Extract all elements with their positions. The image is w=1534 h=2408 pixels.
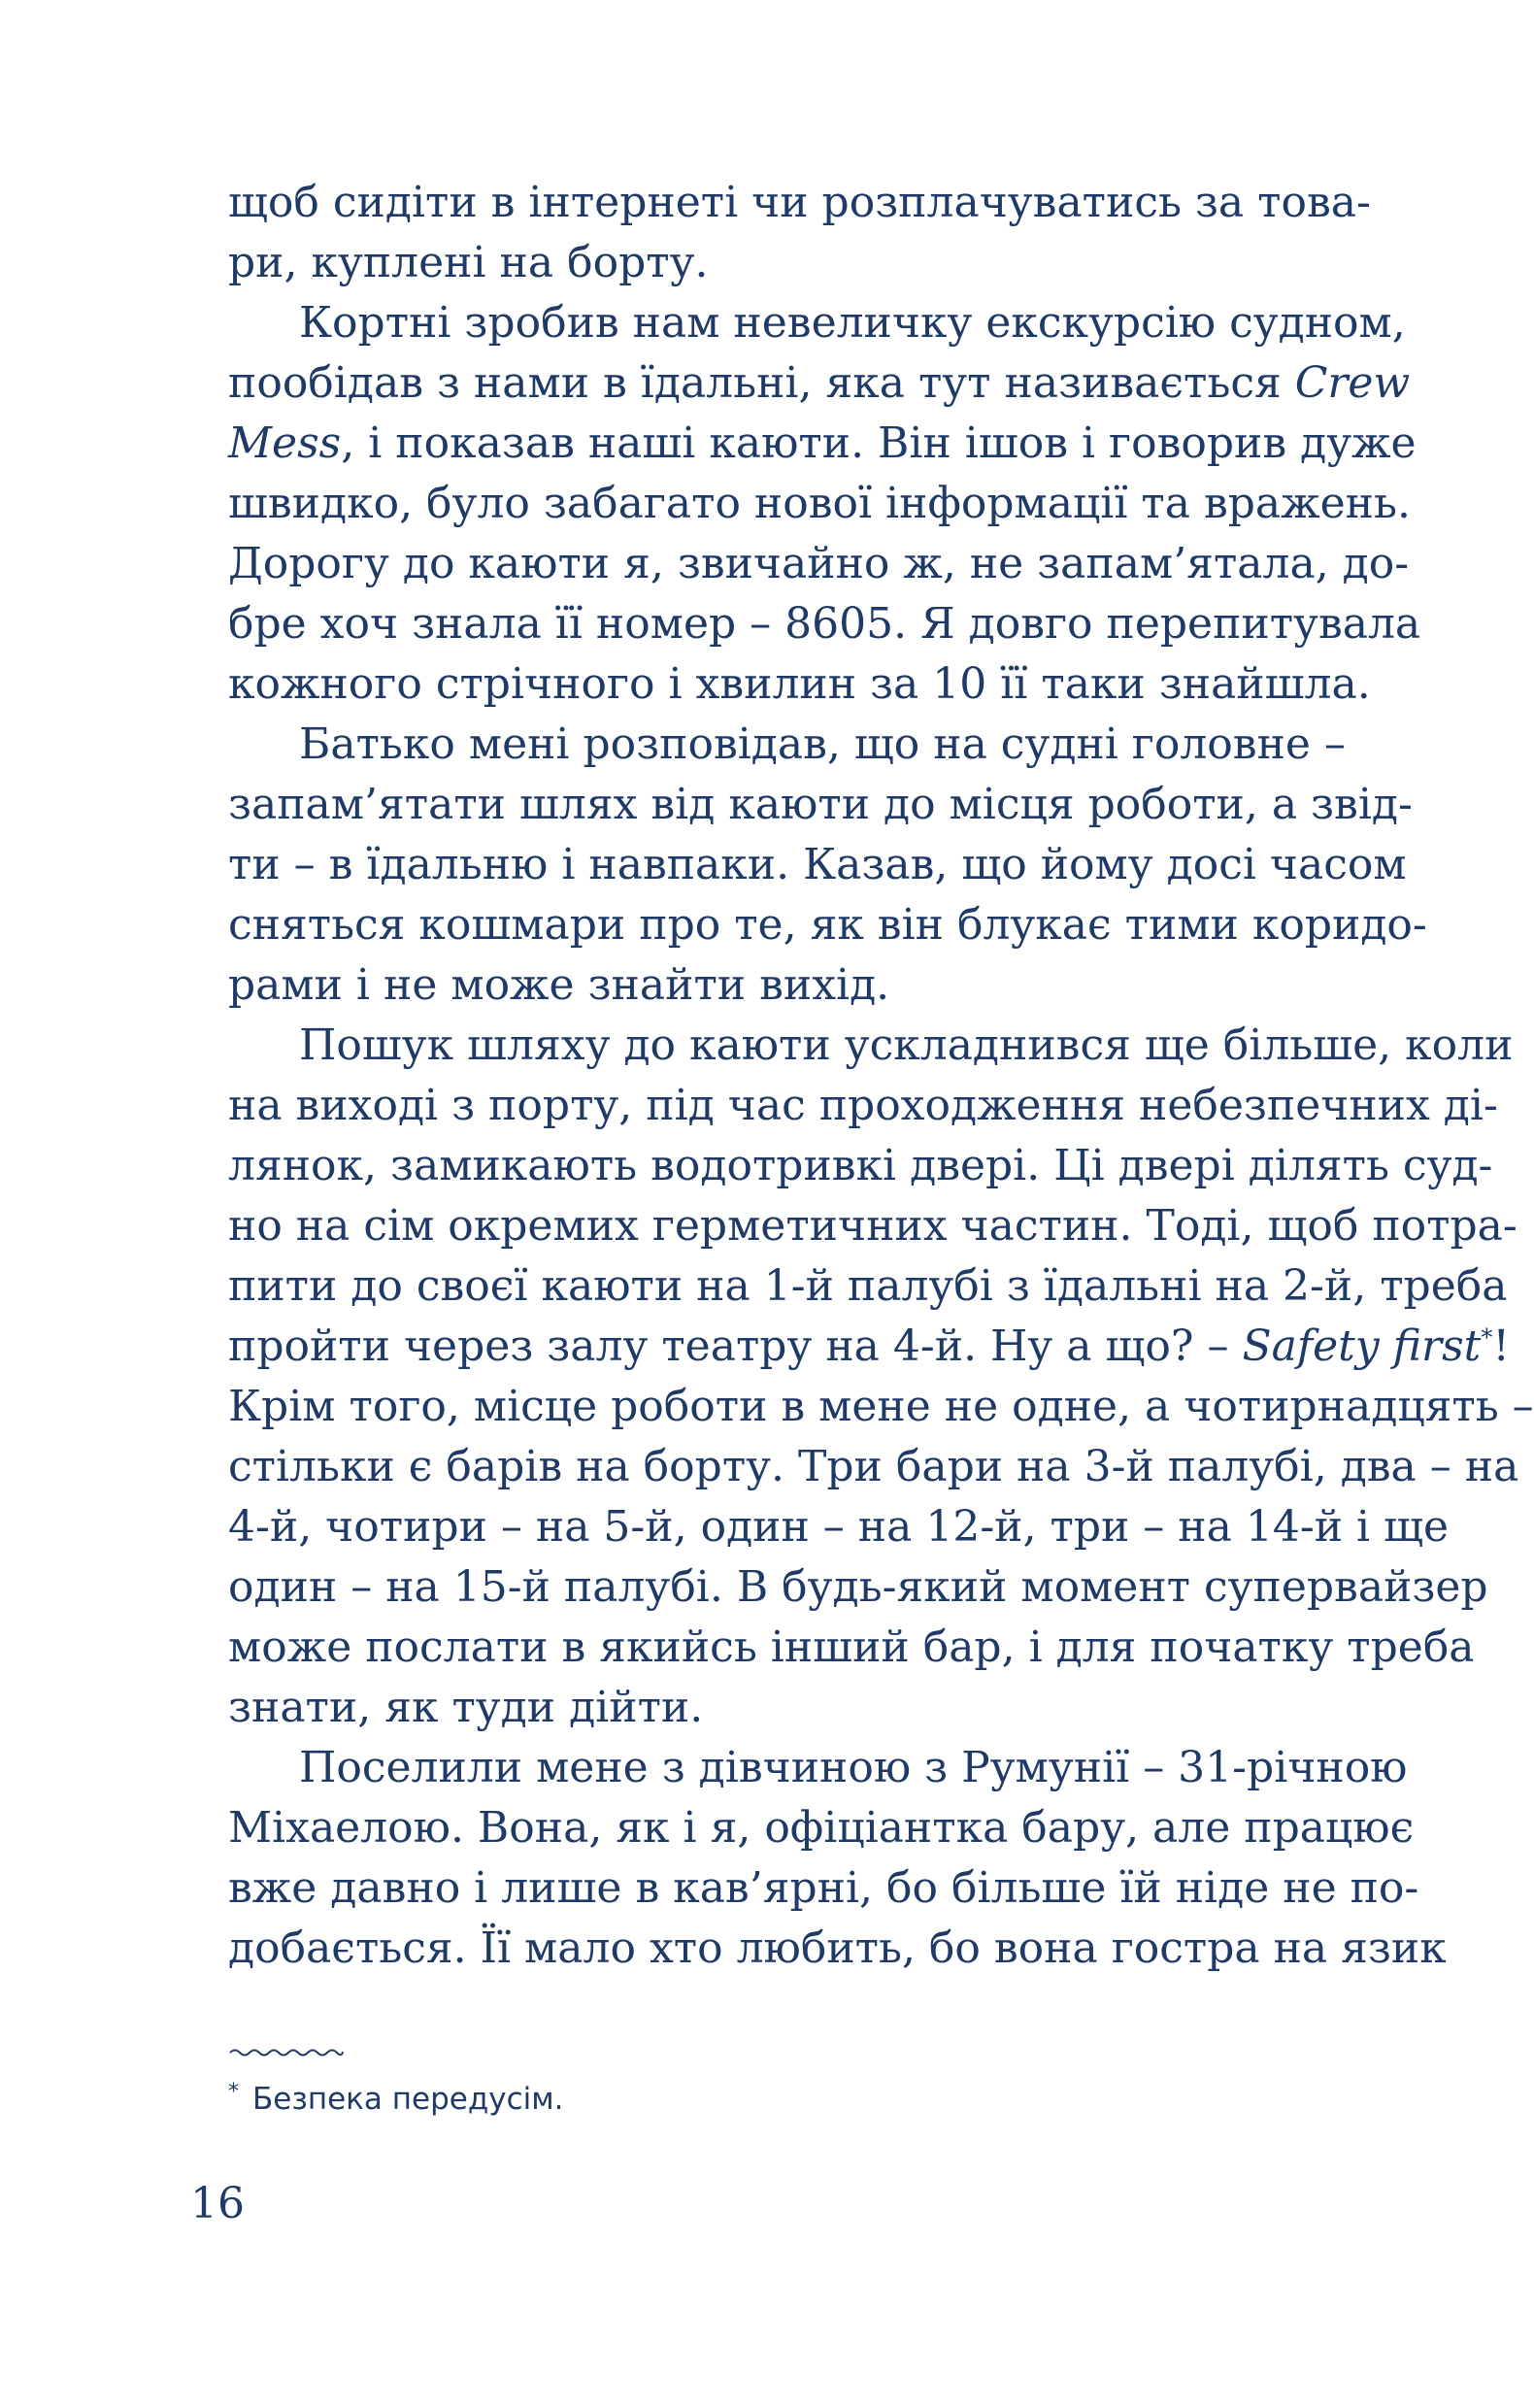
footnote-text: Безпека передусім. [252,2082,564,2117]
footnote-divider [228,2047,345,2058]
text-line: один – на 15-й палубі. В будь-який момент супервайзер [228,1562,1488,1612]
footnote-reference: * [1481,1323,1493,1352]
text-line: но на сім окремих герметичних частин. Тоді, щоб потра- [228,1201,1517,1251]
page-number: 16 [190,2179,245,2228]
text-segment: пройти через залу театру на 4-й. Ну а що? – [228,1321,1243,1371]
text-line: Крім того, місце роботи в мене не одне, а чотирнадцять – [228,1382,1534,1431]
text-line: Кортні зробив нам невеличку екскурсію судном, [299,298,1406,348]
text-line: Пошук шляху до каюти ускладнився ще більше, коли [299,1020,1514,1070]
text-line [228,414,1417,474]
text-line: ри, куплені на борту. [228,238,709,287]
italic-term: Mess [228,418,342,468]
text-line: щоб сидіти в інтернеті чи розплачуватись за това- [228,178,1371,227]
text-line [228,1317,1511,1377]
text-line: Міхаелою. Вона, як і я, офіціантка бару, але працює [228,1803,1415,1853]
text-line: рами і не може знайти вихід. [228,960,890,1010]
text-line: лянок, замикають водотривкі двері. Ці двері ділять суд- [228,1141,1493,1190]
text-line: сняться кошмари про те, як він блукає тими коридо- [228,900,1427,950]
text-line: на виході з порту, під час проходження небезпечних ді- [228,1081,1498,1130]
text-line: бре хоч знала її номер – 8605. Я довго перепитувала [228,599,1421,649]
footnote [228,2080,564,2119]
text-segment: ! [1492,1321,1511,1371]
text-line: стільки є барів на борту. Три бари на 3-й палубі, два – на [228,1442,1519,1491]
italic-term: Crew [1294,358,1411,408]
footnote-marker: * [228,2079,239,2104]
text-line: Дорогу до каюти я, звичайно ж, не запам’ятала, до- [228,539,1410,588]
text-segment: , і показав наші каюти. Він ішов і говорив дуже [341,418,1417,468]
text-line: добається. Її мало хто любить, бо вона гостра на язик [228,1923,1447,1973]
text-line: швидко, було забагато нової інформації та вражень. [228,479,1411,528]
text-line: знати, як туди дійти. [228,1683,704,1732]
text-line [228,353,1411,414]
text-segment: пообідав з нами в їдальні, яка тут називається [228,358,1295,408]
text-line: пити до своєї каюти на 1-й палубі з їдальні на 2-й, треба [228,1261,1508,1311]
text-line: може послати в якийсь інший бар, і для початку треба [228,1622,1475,1672]
text-line: кожного стрічного і хвилин за 10 її таки знайшла. [228,659,1371,709]
body-text [228,173,1534,1979]
italic-term: Safety first [1242,1321,1482,1371]
text-line: запам’ятати шлях від каюти до місця роботи, а звід- [228,780,1413,829]
text-line: Поселили мене з дівчиною з Румунії – 31-річною [299,1743,1408,1792]
text-line: ти – в їдальню і навпаки. Казав, що йому досі часом [228,840,1407,889]
text-line: 4-й, чотири – на 5-й, один – на 12-й, три – на 14-й і ще [228,1502,1450,1552]
text-line: Батько мені розповідав, що на судні головне – [299,719,1346,769]
text-line: вже давно і лише в кав’ярні, бо більше їй ніде не по- [228,1863,1419,1913]
